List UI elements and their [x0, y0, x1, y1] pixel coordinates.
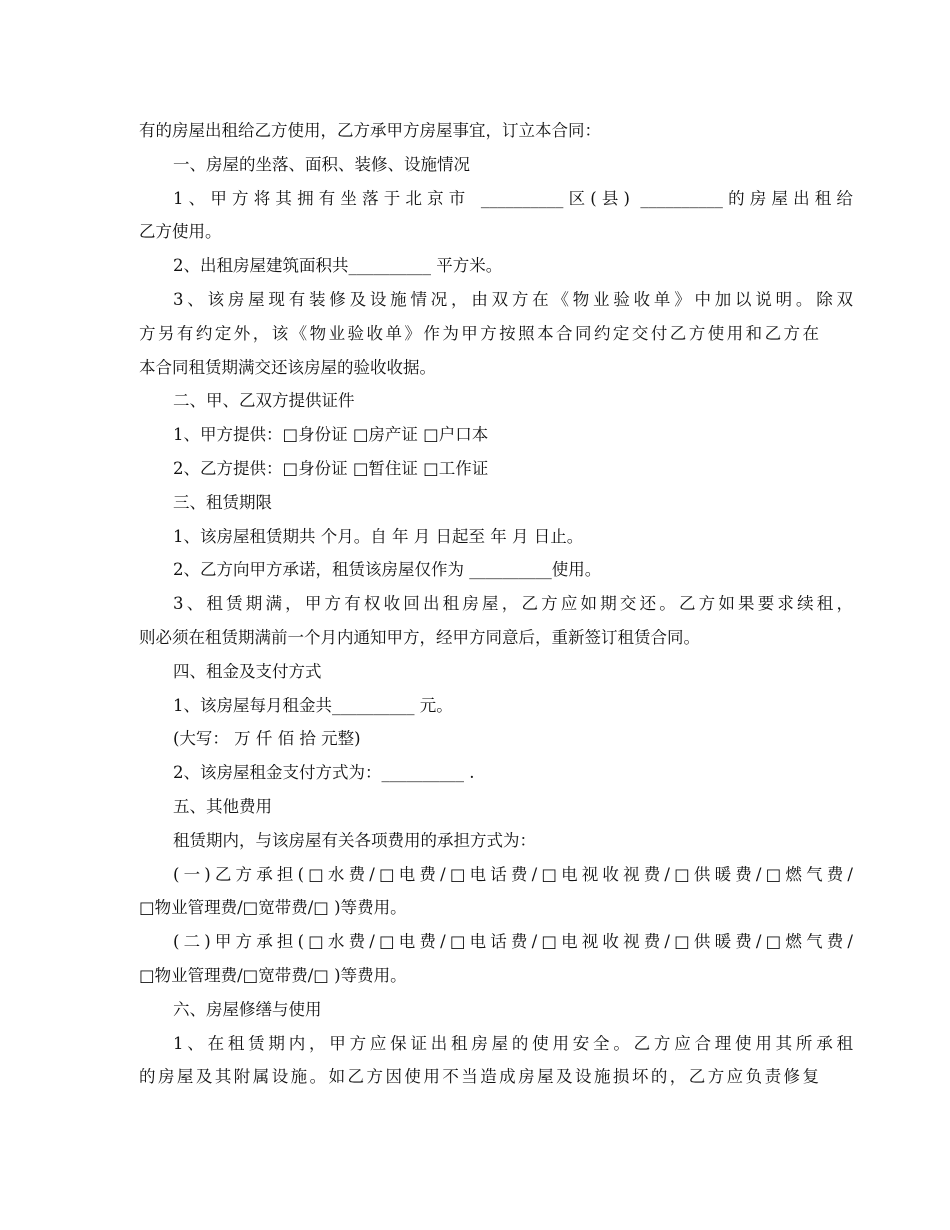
section-heading-6: 六、房屋修缮与使用: [173, 999, 322, 1019]
text-line-22: 租赁期内，与该房屋有关各项费用的承担方式为：: [173, 830, 536, 850]
text-line-11: 2、乙方提供：□身份证 □暂住证 □工作证: [173, 458, 489, 478]
text-line-20: 2、该房屋租金支付方式为：__________ .: [173, 763, 475, 783]
text-line-29: 的房屋及其附属设施。如乙方因使用不当造成房屋及设施损坏的，乙方应负责修复: [139, 1067, 819, 1087]
text-line-1: 有的房屋出租给乙方使用，乙方承甲方房屋事宜，订立本合同：: [139, 121, 601, 140]
text-line-5: 2、出租房屋建筑面积共__________ 平方米。: [173, 256, 503, 276]
section-heading-3: 三、租赁期限: [173, 492, 272, 512]
text-line-26: □物业管理费/□宽带费/□ )等费用。: [139, 965, 407, 985]
section-heading-1: 一、房屋的坐落、面积、装修、设施情况: [173, 154, 470, 174]
text-line-13: 1、该房屋租赁期共 个月。自 年 月 日起至 年 月 日止。: [173, 526, 584, 546]
section-heading-2: 二、甲、乙双方提供证件: [173, 391, 355, 411]
text-line-28: 1、在租赁期内，甲方应保证出租房屋的使用安全。乙方应合理使用其所承租: [173, 1033, 853, 1053]
text-line-18: 1、该房屋每月租金共__________ 元。: [173, 695, 453, 715]
text-line-25: (二)甲方承担(□水费/□电费/□电话费/□电视收视费/□供暖费/□燃气费/: [173, 932, 853, 952]
text-line-14: 2、乙方向甲方承诺，租赁该房屋仅作为 __________使用。: [173, 560, 602, 580]
text-line-8: 本合同租赁期满交还该房屋的验收收据。: [139, 357, 436, 377]
section-heading-5: 五、其他费用: [173, 796, 272, 816]
section-heading-4: 四、租金及支付方式: [173, 661, 322, 681]
text-line-19: (大写： 万 仟 佰 拾 元整): [173, 729, 361, 749]
text-line-6: 3、该房屋现有装修及设施情况，由双方在《物业验收单》中加以说明。除双: [173, 289, 853, 309]
text-line-15: 3、租赁期满，甲方有权收回出租房屋，乙方应如期交还。乙方如果要求续租，: [173, 594, 853, 614]
text-line-4: 乙方使用。: [139, 222, 222, 242]
text-line-23: (一)乙方承担(□水费/□电费/□电话费/□电视收视费/□供暖费/□燃气费/: [173, 864, 853, 884]
text-line-16: 则必须在租赁期满前一个月内通知甲方，经甲方同意后，重新签订租赁合同。: [139, 627, 700, 647]
text-line-7: 方另有约定外，该《物业验收单》作为甲方按照本合同约定交付乙方使用和乙方在: [139, 323, 819, 343]
contract-body: [139, 114, 853, 1094]
text-line-10: 1、甲方提供：□身份证 □房产证 □户口本: [173, 425, 489, 445]
text-line-3: 1、甲方将其拥有坐落于北京市 __________区(县) __________的房屋出租给: [173, 188, 853, 208]
text-line-24: □物业管理费/□宽带费/□ )等费用。: [139, 898, 407, 918]
